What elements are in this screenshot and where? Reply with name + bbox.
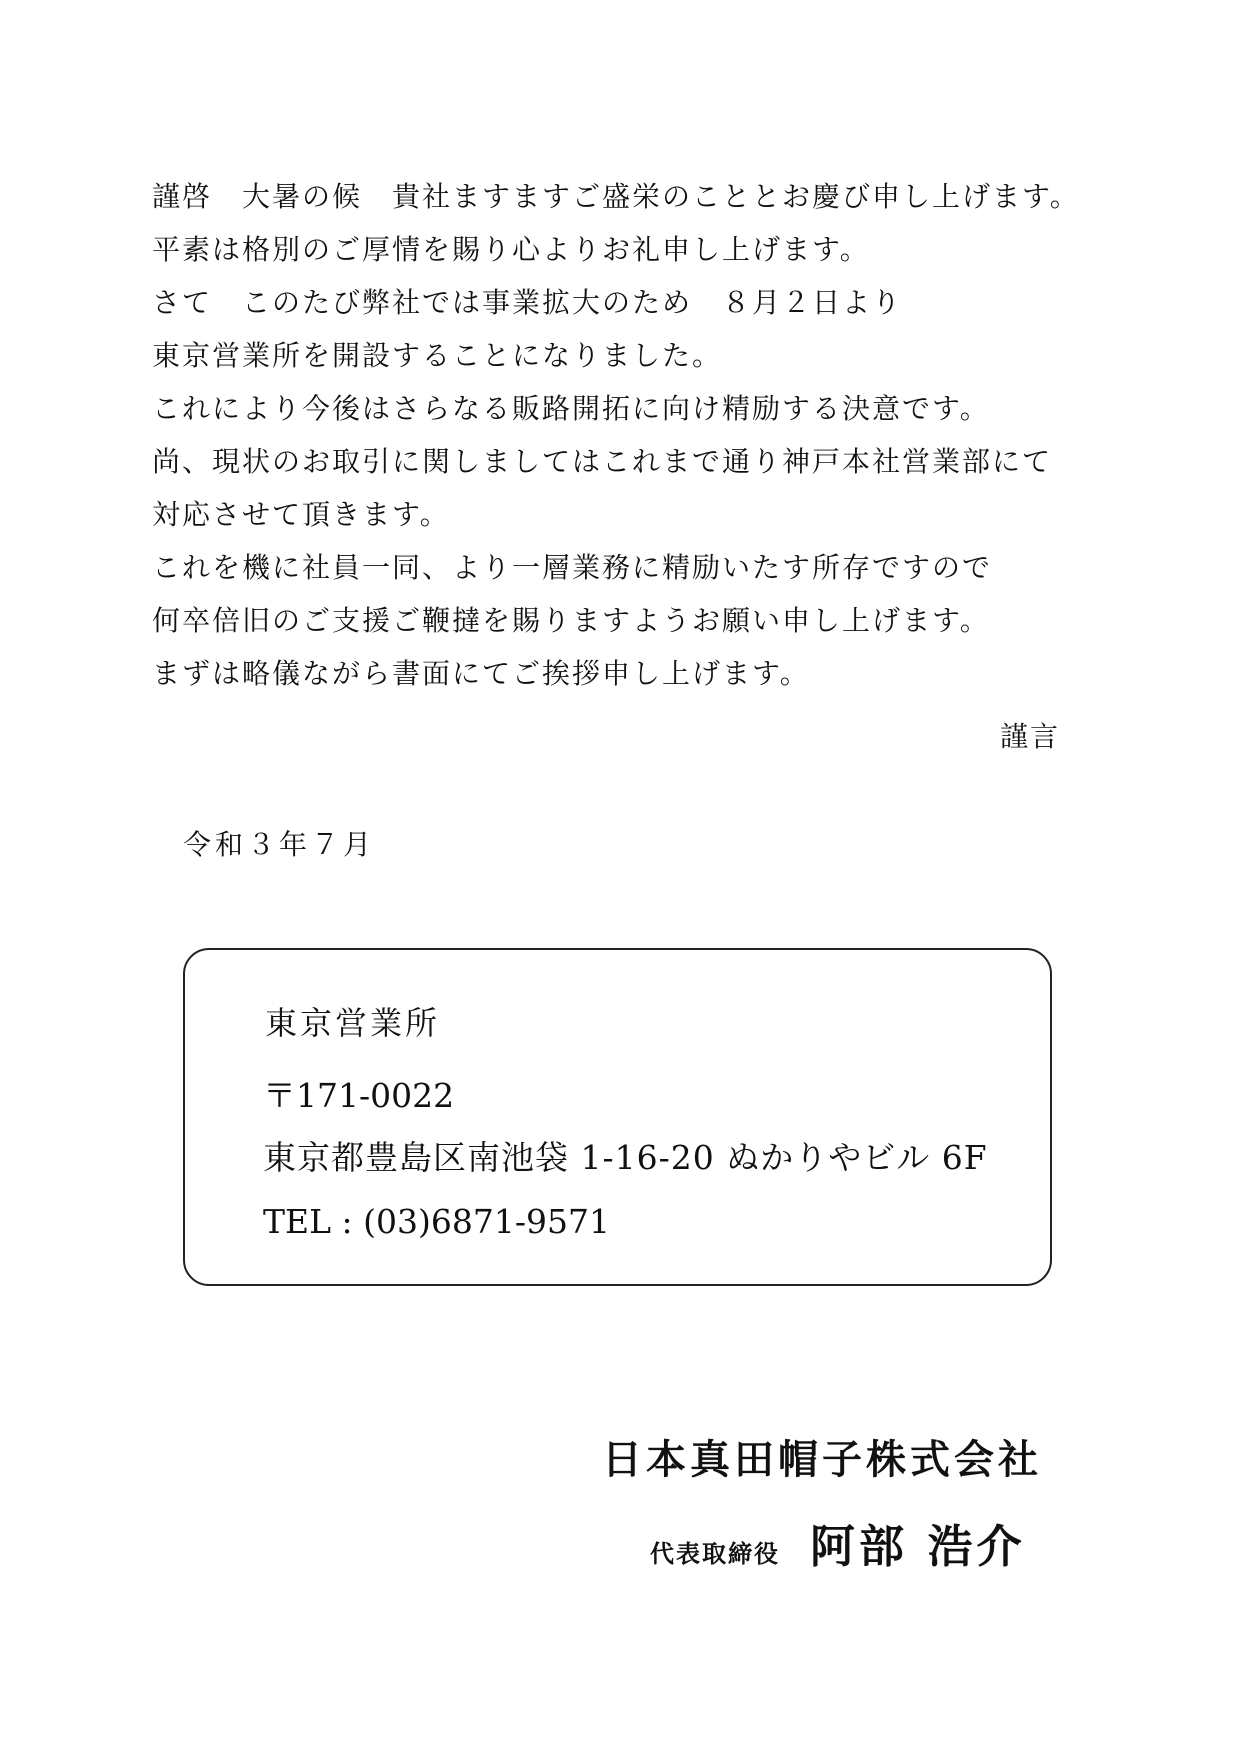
letter-date: 令和３年７月	[183, 828, 376, 861]
office-name: 東京営業所	[265, 1004, 441, 1042]
letter-line-handling: 対応させて頂きます。	[152, 498, 450, 531]
letter-line-office-opening: 東京営業所を開設することになりました。	[152, 339, 723, 372]
letter-line-gratitude: 平素は格別のご厚情を賜り心よりお礼申し上げます。	[152, 233, 870, 266]
signer-title: 代表取締役	[650, 1539, 780, 1568]
letter-line-current-business: 尚、現状のお取引に関しましてはこれまで通り神戸本社営業部にて	[152, 445, 1053, 478]
company-name: 日本真田帽子株式会社	[602, 1436, 1042, 1483]
letter-closing: 謹言	[1000, 720, 1061, 753]
office-info-box	[183, 948, 1052, 1286]
office-phone: TEL : (03)6871-9571	[263, 1202, 610, 1241]
letter-line-resolve: これにより今後はさらなる販路開拓に向け精励する決意です。	[152, 392, 990, 425]
letter-line-announcement: さて このたび弊社では事業拡大のため ８月２日より	[152, 286, 903, 319]
letter-line-request: 何卒倍旧のご支援ご鞭撻を賜りますようお願い申し上げます。	[152, 604, 990, 637]
letter-line-greeting: まずは略儀ながら書面にてご挨拶申し上げます。	[152, 657, 810, 690]
signer-name: 阿部 浩介	[810, 1520, 1026, 1573]
office-address: 東京都豊島区南池袋 1-16-20 ぬかりやビル 6F	[263, 1138, 988, 1177]
letter-line-commitment: これを機に社員一同、より一層業務に精励いたす所存ですので	[152, 551, 993, 584]
office-postal-code: 〒171-0022	[263, 1076, 455, 1115]
letter-body	[152, 170, 1112, 700]
signer-block	[650, 1510, 1026, 1580]
letter-line-opening: 謹啓 大暑の候 貴社ますますご盛栄のこととお慶び申し上げます。	[152, 180, 1080, 213]
